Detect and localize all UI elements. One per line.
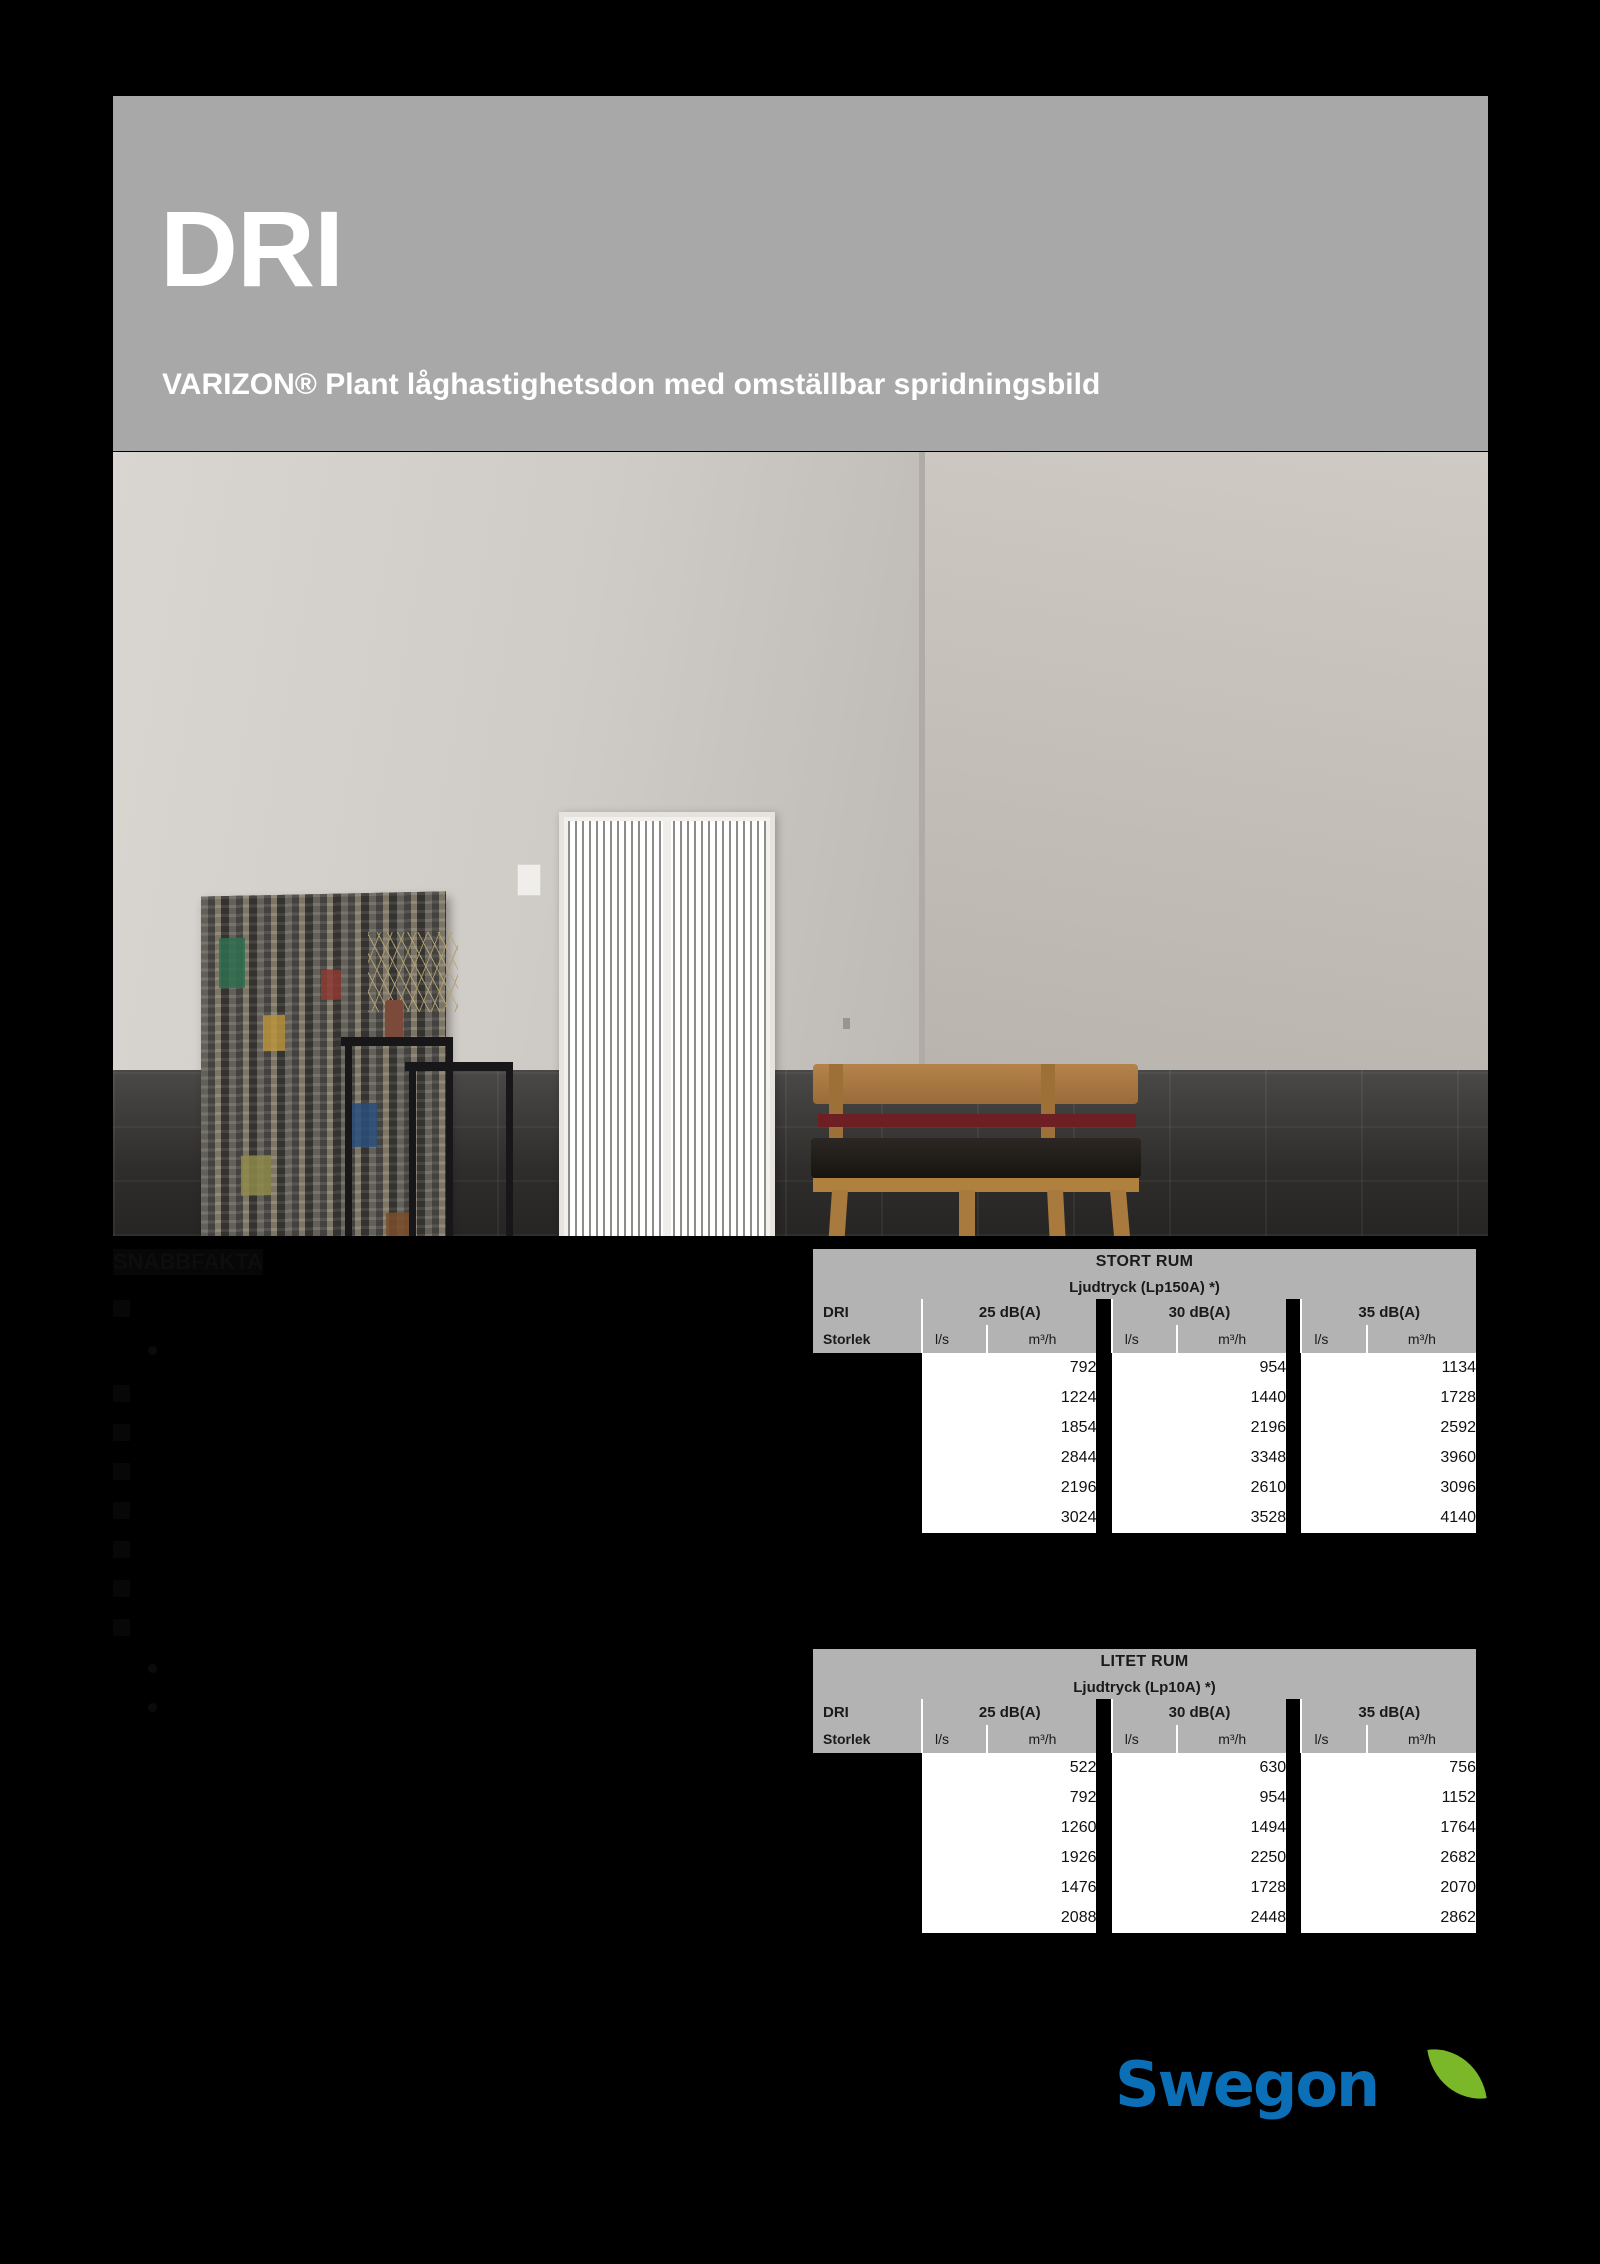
cell-ls [1301,1473,1366,1503]
bullet-square [113,1385,130,1402]
cell-ls [1112,1413,1177,1443]
table-litet-rum [813,1649,1476,1933]
cell-ls [922,1873,987,1903]
cell-ls [1301,1383,1366,1413]
unit-m3h-25: m³/h [987,1725,1096,1753]
cell-ls [1112,1353,1177,1383]
cell-m3h: 1260 [987,1813,1096,1843]
cell-ls [1112,1473,1177,1503]
cell-m3h: 2592 [1367,1413,1476,1443]
unit-ls-30: l/s [1112,1325,1177,1353]
side-table-leg-1b [446,1046,453,1236]
cell-ls [922,1813,987,1843]
brand-logo [1115,2040,1495,2130]
table-group-35db: 35 dB(A) [1301,1699,1476,1725]
table-group-25db: 25 dB(A) [922,1299,1096,1325]
table-row [813,1383,1476,1413]
cell-ls [1112,1503,1177,1533]
table-title: STORT RUM [813,1249,1476,1275]
table-group-30db: 30 dB(A) [1112,1699,1286,1725]
table-row [813,1503,1476,1533]
cell-ls [922,1843,987,1873]
cell-m3h: 522 [987,1753,1096,1783]
table-subtitle: Ljudtryck (Lp150A) *) [813,1275,1476,1299]
table-subtitle: Ljudtryck (Lp10A) *) [813,1675,1476,1699]
cell-m3h: 792 [987,1783,1096,1813]
cell-ls [922,1503,987,1533]
table-group-30db: 30 dB(A) [1112,1299,1286,1325]
bench-red-rail [818,1114,1136,1127]
table-row [813,1753,1476,1783]
cell-m3h: 3024 [987,1503,1096,1533]
cell-ls [1112,1443,1177,1473]
unit-ls-30: l/s [1112,1725,1177,1753]
cell-ls [922,1353,987,1383]
table-row [813,1443,1476,1473]
table-row [813,1903,1476,1933]
cell-m3h: 3348 [1177,1443,1286,1473]
table-row [813,1843,1476,1873]
bullet-square [113,1424,130,1441]
vase [385,1000,403,1042]
cell-ls [1112,1383,1177,1413]
table-group-25db: 25 dB(A) [922,1699,1096,1725]
cell-m3h: 1224 [987,1383,1096,1413]
wall-right [923,452,1488,1072]
cell-m3h: 1728 [1177,1873,1286,1903]
cell-m3h: 2088 [987,1903,1096,1933]
cell-ls [922,1753,987,1783]
cell-m3h: 1494 [1177,1813,1286,1843]
brand-name: Swegon [1115,2048,1379,2121]
table-row [813,1353,1476,1383]
cell-ls [1301,1503,1366,1533]
cell-ls [1301,1753,1366,1783]
table-title: LITET RUM [813,1649,1476,1675]
table-row [813,1413,1476,1443]
unit-m3h-25: m³/h [987,1325,1096,1353]
cell-ls [922,1783,987,1813]
side-table-leg-1a [345,1046,352,1236]
bullet-square [113,1541,130,1558]
cell-ls [922,1443,987,1473]
table-group-35db: 35 dB(A) [1301,1299,1476,1325]
cell-m3h: 2862 [1367,1903,1476,1933]
cell-m3h: 1926 [987,1843,1096,1873]
table-row [813,1473,1476,1503]
unit-m3h-30: m³/h [1177,1725,1286,1753]
unit-ls-25: l/s [922,1725,987,1753]
bench-backrest [813,1064,1138,1104]
bullet-dot [148,1346,157,1355]
table-row [813,1873,1476,1903]
unit-ls-35: l/s [1301,1325,1366,1353]
bullet-square [113,1619,130,1636]
table-row-header-2: Storlek [813,1325,922,1353]
leaf-icon [1427,2043,1486,2106]
cell-m3h: 3528 [1177,1503,1286,1533]
product-photo [113,452,1488,1236]
cell-ls [922,1473,987,1503]
unit-ls-35: l/s [1301,1725,1366,1753]
side-table-top-1 [341,1037,453,1046]
cell-ls [922,1903,987,1933]
cell-m3h: 3960 [1367,1443,1476,1473]
cell-m3h: 756 [1367,1753,1476,1783]
table-stort-rum [813,1249,1476,1533]
cell-ls [1301,1903,1366,1933]
cell-ls [1301,1443,1366,1473]
cell-ls [922,1413,987,1443]
table-row-header-1: DRI [813,1699,922,1725]
cell-m3h: 1764 [1367,1813,1476,1843]
cell-m3h: 954 [1177,1353,1286,1383]
bullet-dot [148,1703,157,1712]
cell-m3h: 2448 [1177,1903,1286,1933]
cell-ls [1112,1813,1177,1843]
cell-m3h: 1854 [987,1413,1096,1443]
wall-sensor [517,864,541,896]
bench-apron [813,1178,1139,1192]
cell-m3h: 1152 [1367,1783,1476,1813]
bullet-square [113,1580,130,1597]
cell-ls [1301,1353,1366,1383]
side-table-top-2 [405,1062,513,1071]
cell-ls [1301,1813,1366,1843]
cell-ls [1112,1753,1177,1783]
cell-m3h: 2196 [987,1473,1096,1503]
wall-corner [919,452,925,1092]
cell-ls [1112,1873,1177,1903]
cell-ls [1112,1783,1177,1813]
cell-m3h: 792 [987,1353,1096,1383]
section-heading-snabbfakta: SNABBFAKTA [113,1249,263,1274]
unit-m3h-35: m³/h [1367,1725,1476,1753]
bullet-dot [148,1664,157,1673]
unit-m3h-35: m³/h [1367,1325,1476,1353]
bench-leg-2 [959,1190,975,1236]
cell-ls [1301,1783,1366,1813]
cell-m3h: 630 [1177,1753,1286,1783]
cell-m3h: 2844 [987,1443,1096,1473]
bullet-square [113,1463,130,1480]
cell-m3h: 2610 [1177,1473,1286,1503]
page-title: DRI [160,188,343,309]
bench-post-right [1041,1064,1055,1146]
side-table-leg-2a [409,1071,416,1236]
cell-ls [1301,1843,1366,1873]
cell-ls [1112,1903,1177,1933]
page-subtitle: VARIZON® Plant låghastighetsdon med omställbar spridningsbild [162,368,1101,401]
wall-marker [843,1018,850,1029]
cell-ls [922,1383,987,1413]
cell-m3h: 2196 [1177,1413,1286,1443]
unit-ls-25: l/s [922,1325,987,1353]
cell-m3h: 954 [1177,1783,1286,1813]
cell-m3h: 3096 [1367,1473,1476,1503]
cell-m3h: 1476 [987,1873,1096,1903]
table-row [813,1783,1476,1813]
bullet-square [113,1502,130,1519]
cell-m3h: 2070 [1367,1873,1476,1903]
cell-m3h: 1134 [1367,1353,1476,1383]
cell-ls [1301,1873,1366,1903]
plant-decor [368,932,458,1012]
cell-m3h: 1728 [1367,1383,1476,1413]
bullet-square [113,1300,130,1317]
side-table-leg-2b [506,1071,513,1236]
bench-seat [811,1138,1141,1178]
cell-m3h: 1440 [1177,1383,1286,1413]
cell-ls [1301,1413,1366,1443]
cell-m3h: 4140 [1367,1503,1476,1533]
table-row-header-2: Storlek [813,1725,922,1753]
unit-m3h-30: m³/h [1177,1325,1286,1353]
cell-m3h: 2250 [1177,1843,1286,1873]
table-row [813,1813,1476,1843]
table-row-header-1: DRI [813,1299,922,1325]
diffuser-grille [559,812,775,1236]
cell-ls [1112,1843,1177,1873]
cell-m3h: 2682 [1367,1843,1476,1873]
